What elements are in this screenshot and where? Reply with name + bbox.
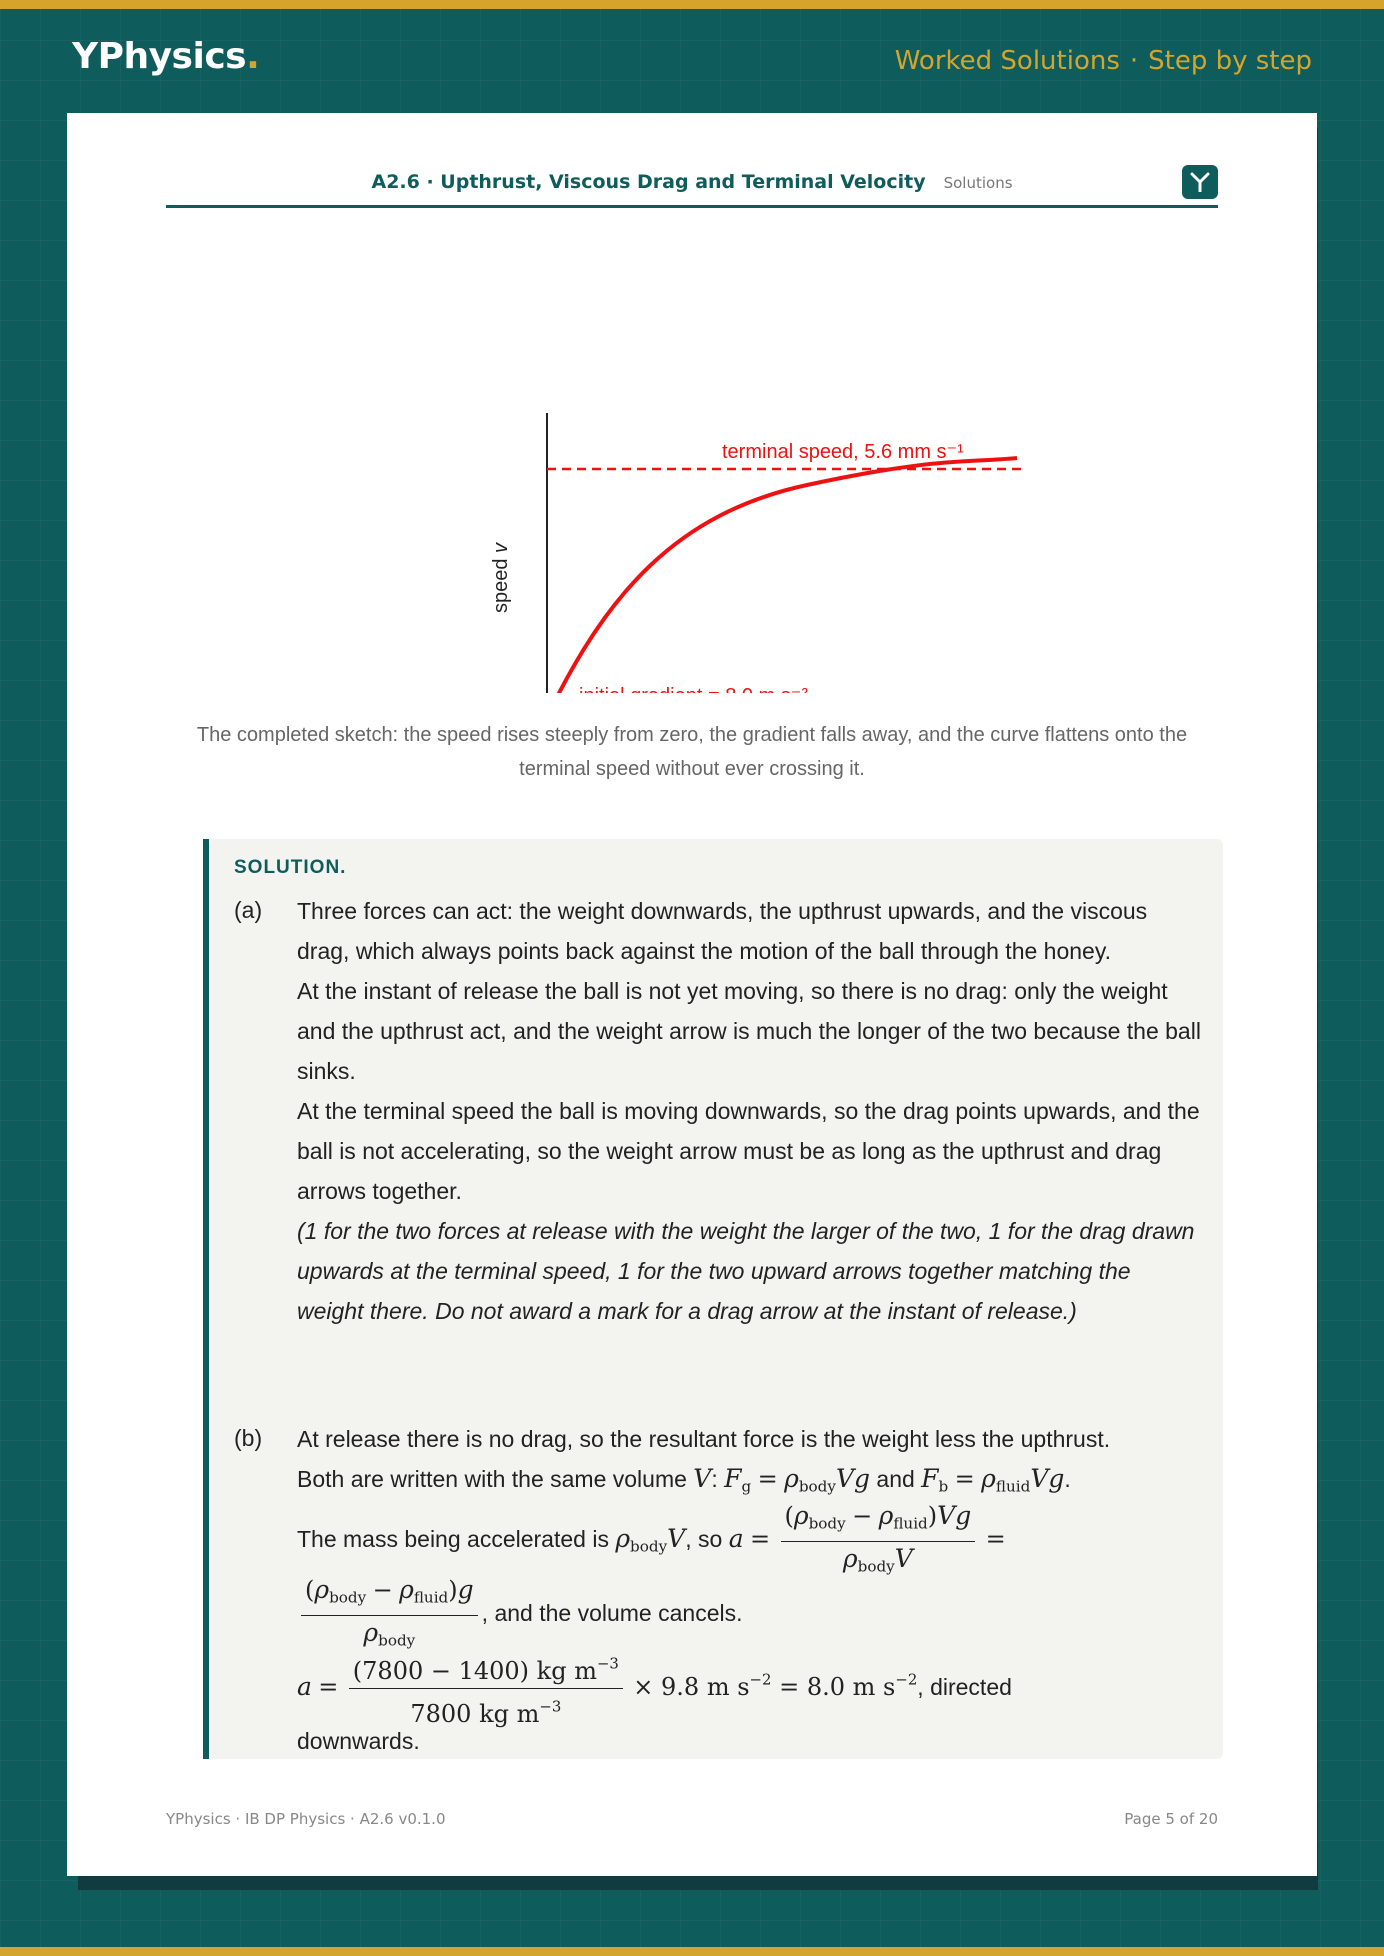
top-accent-bar — [0, 0, 1384, 9]
part-b-line-4: $\frac{(\rho_{body} - \rho_{fluid})g}{\rho_{body}}$ , and the volume cancels. — [297, 1573, 1202, 1647]
running-head-title: A2.6 · Upthrust, Viscous Drag and Terminal Velocity — [371, 171, 926, 193]
site-tagline — [895, 46, 1312, 76]
part-b-line-2: Both are written with the same volume V: $F_g = \rho_{body}Vg$ and $F_b = \rho_{fluid}Vg$. — [297, 1464, 1071, 1496]
speed-curve — [547, 458, 1017, 693]
part-a-label: (a) — [234, 897, 263, 923]
part-b-text — [297, 1419, 1202, 1761]
terminal-speed-label: terminal speed, 5.6 mm s⁻¹ — [722, 441, 964, 463]
part-b-line-1: At release there is no drag, so the resultant force is the weight less the upthrust. — [297, 1426, 1111, 1452]
speed-time-sketch — [407, 313, 1047, 698]
bottom-accent-bar — [0, 1947, 1384, 1956]
part-a-paragraph-2: At the instant of release the ball is not yet moving, so there is no drag: only the weight and the upthrust act, and the weight arrow is much the longer of the two because the ball sinks. — [297, 978, 1201, 1084]
part-a-markscheme: (1 for the two forces at release with the weight the larger of the two, 1 for the drag drawn upwards at the terminal speed, 1 for the two upward arrows together matching the weight there. Do not award a mark for a drag arrow at the instant of release.) — [297, 1218, 1195, 1324]
solution-heading: SOLUTION. — [234, 857, 347, 878]
brand-logo[interactable] — [72, 36, 259, 77]
solution-box — [203, 839, 1223, 1759]
footer-left: YPhysics · IB DP Physics · A2.6 v0.1.0 — [166, 1810, 446, 1828]
part-b-line-5: a = $\frac{(7800 - 1400) kg m^{-3}}{7800 kg m^{-3}}$ × 9.8 m $s^{-2} = 8.0$ m $s^{-2}$, directed — [297, 1647, 1202, 1721]
part-a-paragraph-3: At the terminal speed the ball is moving downwards, so the drag points upwards, and the ball is not accelerating, so the weight arrow must be as long as the upthrust and drag arrows together. — [297, 1098, 1200, 1204]
y-logo-icon — [1182, 165, 1218, 199]
brand-dot: . — [246, 36, 260, 77]
document-page — [67, 113, 1317, 1876]
part-b-line-6: downwards. — [297, 1728, 420, 1754]
initial-gradient-label — [579, 685, 808, 693]
tagline-right: Step by step — [1148, 46, 1312, 76]
part-a-paragraph-1: Three forces can act: the weight downwards, the upthrust upwards, and the viscous drag, which always points back against the motion of the ball through the honey. — [297, 898, 1148, 964]
part-b-line-3: The mass being accelerated is $\rho_{body}V$, so a = $\frac{(\rho_{body} - \rho_{fluid})Vg}{\rho_{body}V}$ = — [297, 1501, 1006, 1576]
sketch-svg — [407, 313, 1047, 693]
figure-caption: The completed sketch: the speed rises steeply from zero, the gradient falls away, and the curve flattens onto the terminal speed without ever crossing it. — [196, 724, 1188, 780]
tagline-separator: · — [1129, 46, 1139, 76]
footer-page-number: Page 5 of 20 — [1124, 1810, 1218, 1828]
running-head-title-wrap — [166, 171, 1218, 193]
brand-name: YPhysics — [72, 36, 247, 77]
part-a-text — [297, 891, 1202, 1331]
running-head-subtitle: Solutions — [943, 174, 1013, 192]
part-b-label: (b) — [234, 1425, 263, 1451]
y-axis-label: speed v — [490, 542, 512, 613]
running-head — [166, 165, 1218, 208]
tagline-left: Worked Solutions — [894, 46, 1120, 76]
